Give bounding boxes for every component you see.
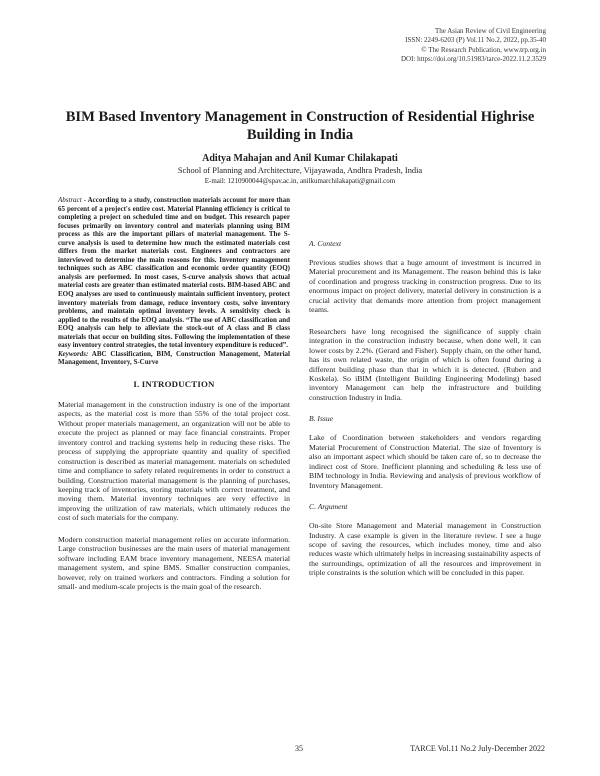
- left-column: [58, 196, 290, 592]
- page-number: 35: [295, 744, 303, 753]
- journal-issn: ISSN: 2249-6203 (P) Vol.11 No.2, 2022, pp.35-40: [405, 36, 546, 45]
- paper-title: BIM Based Inventory Management in Construction of Residential Highrise Building in India: [65, 109, 535, 143]
- context-paragraph-2: Researchers have long recognised the significance of supply chain integration in the construction industry because, when done well, it can lower costs by 2.2%. (Gerard and Fisher). Supply chain, on the other hand, has its own related waste, the origin of which is often found during a different building phase than that in which it is detected. (Ruben and Koskela). So iBIM (Intelligent Building Engineering Modeling) based inventory Management can help the infrastructure and building construction Industry in India.: [309, 326, 541, 402]
- context-heading: A. Context: [309, 239, 342, 248]
- paper-authors: Aditya Mahajan and Anil Kumar Chilakapati: [202, 153, 398, 164]
- abstract-text: According to a study, construction materials account for more than 65 percent of a project's entire cost. Material Planning efficiency is critical to completing a project on scheduled time and on budget. This research paper focuses primarily on inventory control and materials planning using BIM process as this are the important pillars of material management. The S-curve analysis is used to determine how much the estimated materials cost differs from the market materials cost. Engineers and contractors are interviewed to determine the main reasons for this. Inventory management techniques such as ABC classification and economic order quantity (EOQ) analysis are performed. In most cases, S-curve analysis shows that actual material costs are greater than estimated material costs. BIM-based ABC and EOQ analyses are used to continuously maintain sufficient inventory, protect inventory materials from damage, reduce inventory costs, solve inventory problems, and maintain optimal inventory levels. A sensitivity check is applied to the results of the EOQ analysis. “The use of ABC classification and EOQ analysis can help to alleviate the stock-out of A class and B class materials that occur on building sites. Following the implementation of these easy inventory control strategies, the total inventory expenditure is reduced”.: [58, 196, 290, 350]
- journal-doi[interactable]: DOI: https://doi.org/10.51983/tarce-2022.11.2.3529: [400, 55, 546, 64]
- paper-email[interactable]: E-mail: 1210900044@spav.ac.in, anilkumarchilakapati@gmail.com: [204, 177, 396, 185]
- introduction-heading: I. INTRODUCTION: [133, 378, 215, 389]
- keywords-lead: Keywords:: [58, 349, 89, 358]
- context-paragraph-1: Previous studies shows that a huge amount of investment is incurred in Material procurement and its Management. The reason behind this is lake of coordination and progress tracking in construction progress. Due to its enormous impact on project delivery, material delivery in construction is a crucial activity that demands more attention from project management teams.: [309, 258, 541, 315]
- issue-heading: B. Issue: [309, 414, 334, 424]
- journal-publisher: © The Research Publication, www.trp.org.in: [421, 45, 546, 54]
- journal-name: The Asian Review of Civil Engineering: [434, 27, 546, 35]
- journal-header: [401, 27, 546, 65]
- right-column: [309, 196, 541, 578]
- abstract: [58, 196, 290, 350]
- argument-paragraph: On-site Store Management and Material management in Construction Industry. A case example is given in the literature review. I see a huge scope of saving the resources, which includes money, time and also reduces waste which ultimately helps in increasing sustainability aspects of the surroundings, optimization of all the resources and improvement in triple constraints is the solution which will be concluded in this paper.: [309, 521, 541, 578]
- paper-affiliation: School of Planning and Architecture, Vijayawada, Andhra Pradesh, India: [177, 166, 423, 175]
- argument-heading: C. Argument: [309, 502, 348, 512]
- introduction-paragraph-2: Modern construction material management relies on accurate information. Large construction businesses are the main users of material management software including EAM brace inventory management, NEESA material management system, and spine BMS. Smaller construction companies, however, rely on trained workers and contractors. Finding a solution for small- and medium-scale projects is the main goal of the research.: [58, 534, 290, 592]
- footer-journal-issue: TARCE Vol.11 No.2 July-December 2022: [410, 744, 545, 753]
- introduction-paragraph-1: Material management in the construction industry is one of the important aspects, as the material cost is more than 55% of the total project cost. Without proper materials management, an organization will not be able to execute the project as planned or may face financial constraints. Proper inventory control and tracking systems help in reducing these risks. The process of supplying the appropriate quantity and quality of specified construction is described as material management. materials on scheduled time and compliance to safety related requirements in order to construct a building. Construction material management is the planning of purchases, keeping track of inventories, storing materials with correct treatment, and moving them. Material inventory techniques are very effective in improving the utilization of raw materials, which ultimately reduces the cost of such materials for the company.: [58, 399, 290, 523]
- issue-paragraph: Lake of Coordination between stakeholders and vendors regarding Material Procurement of Construction Material. The size of Inventory is also an important aspect which should be taken care of, so to decrease the indirect cost of Store. Inefficient planning and scheduling & less use of BIM technology in India. Reviewing and analysis of previous workflow of Inventory Management.: [309, 433, 541, 490]
- keywords-text: ABC Classification, BIM, Construction Management, Material Management, Inventory, S-Curve: [58, 349, 290, 367]
- keywords: [58, 350, 290, 367]
- abstract-lead: Abstract -: [58, 196, 87, 204]
